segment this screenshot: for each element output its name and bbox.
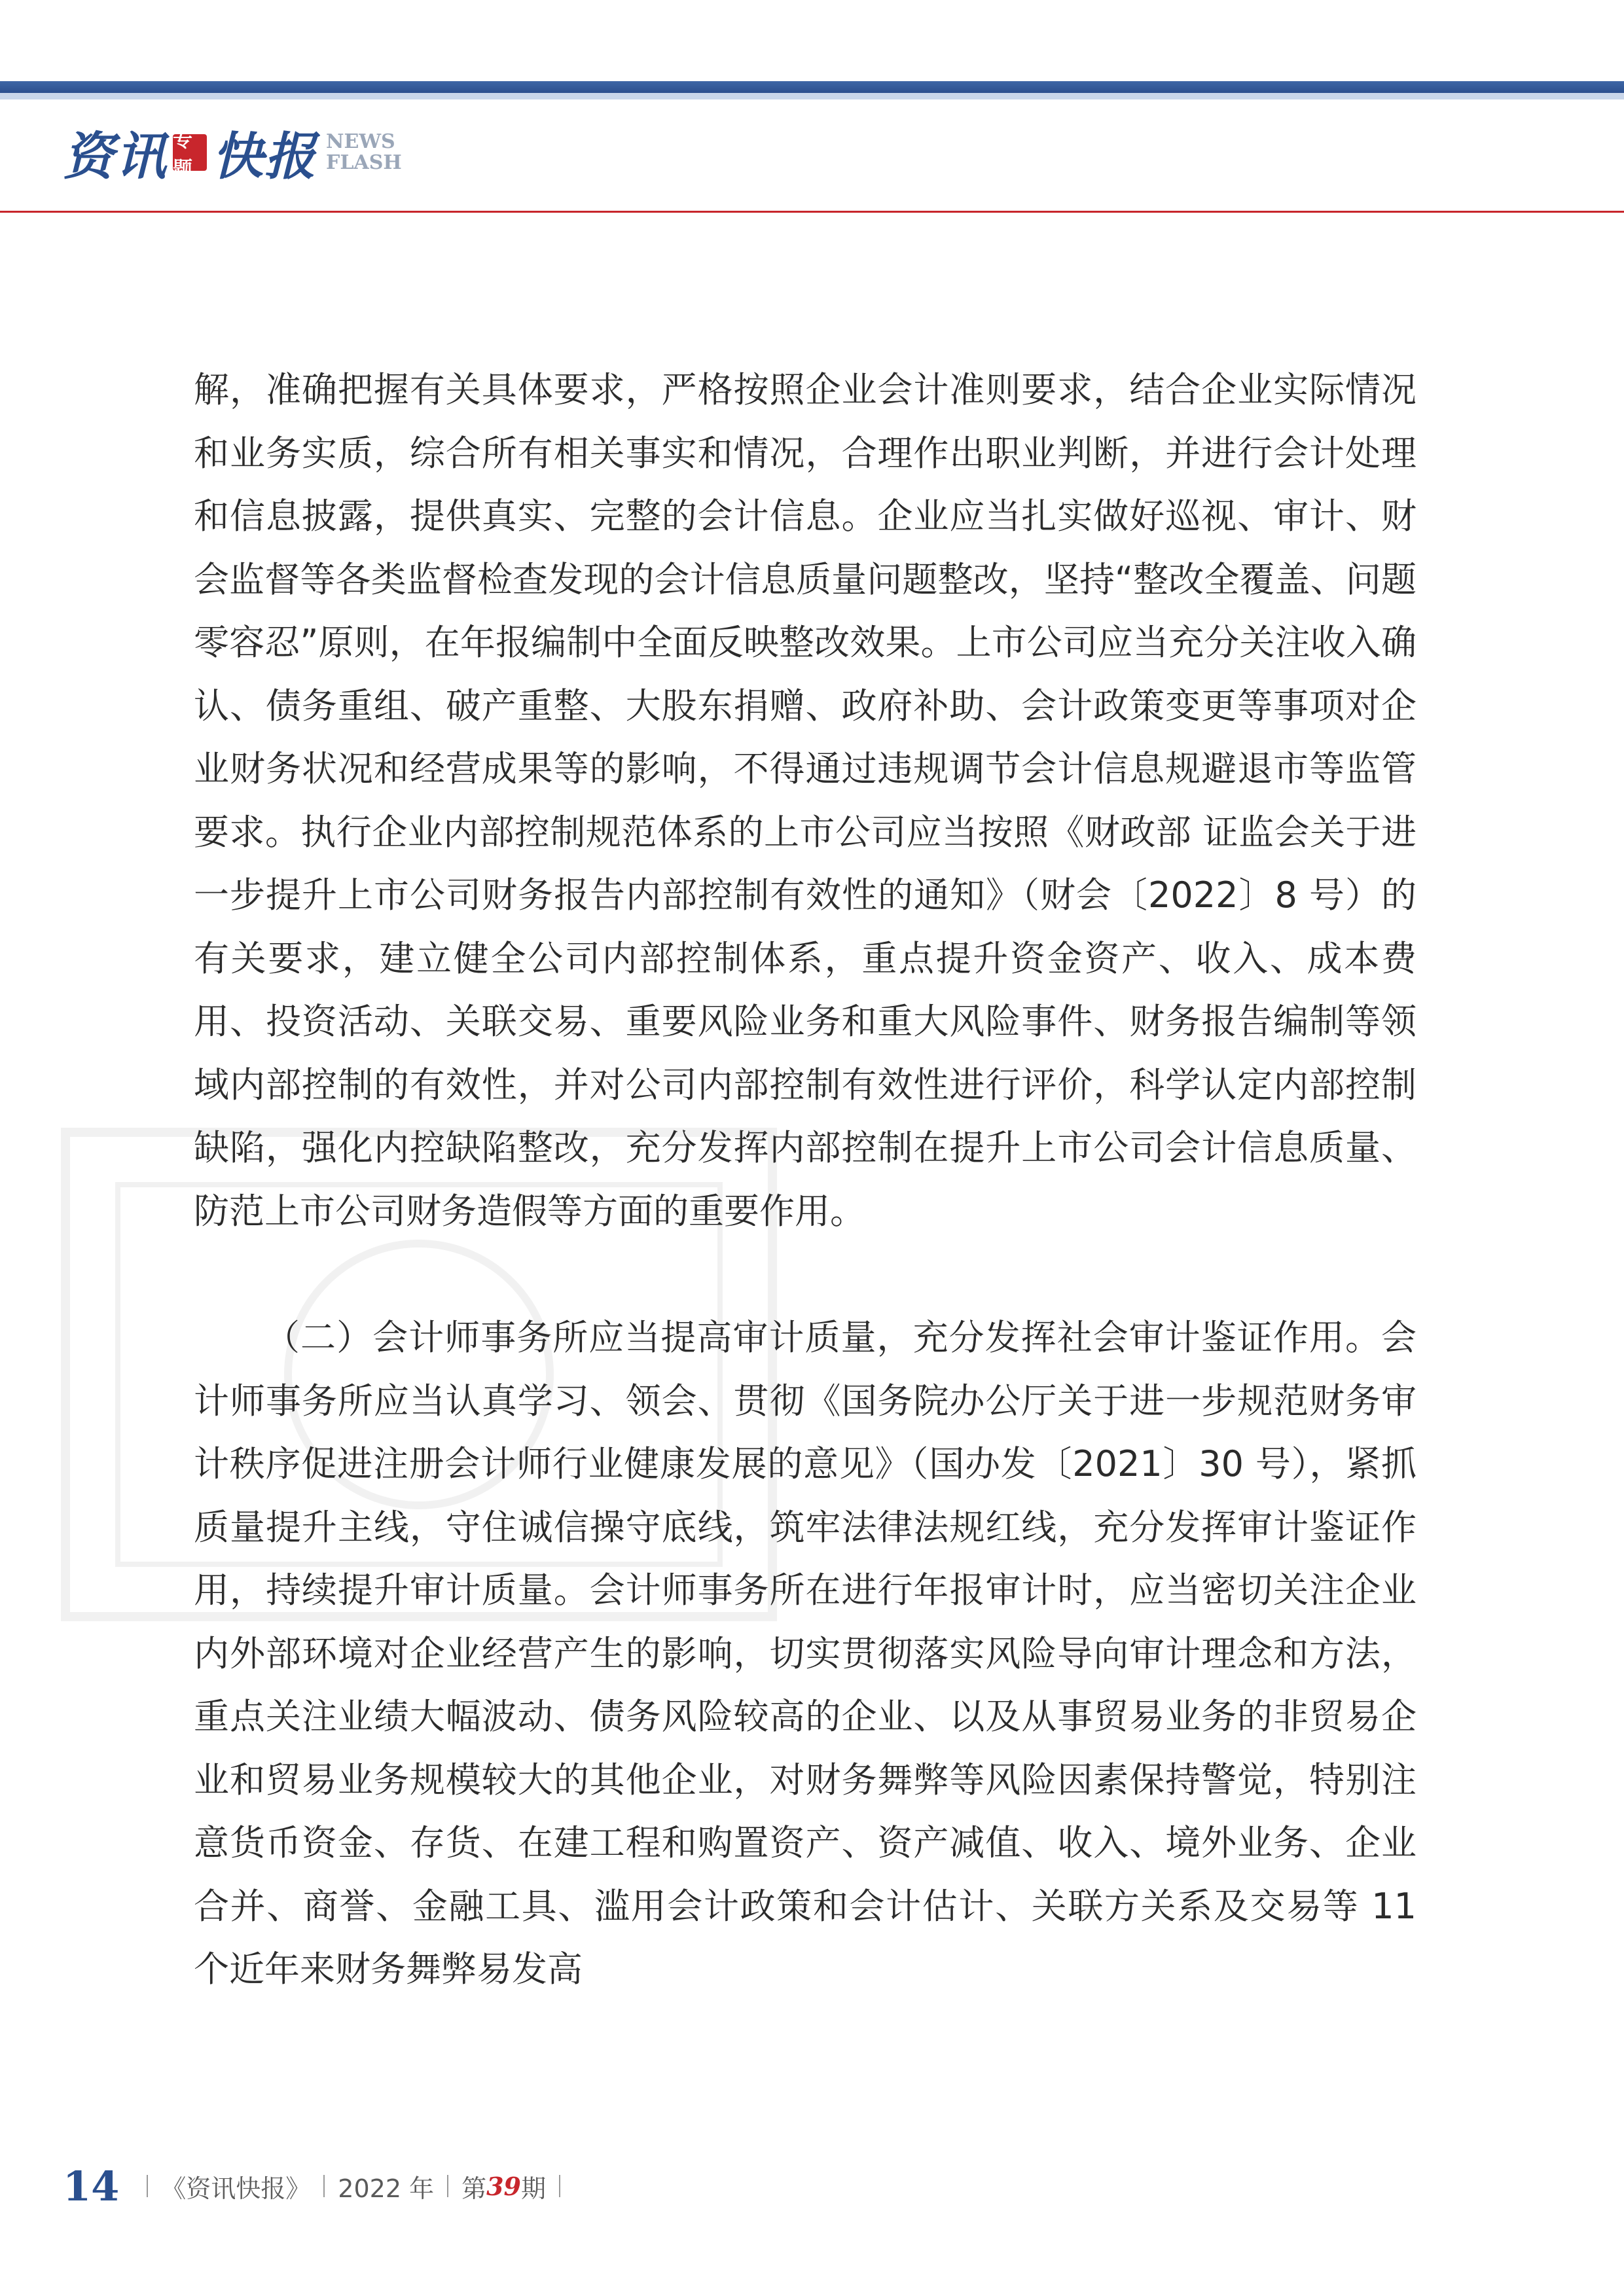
masthead-title-part1: 资讯 xyxy=(63,127,168,187)
page-number: 14 xyxy=(63,2162,120,2210)
article-body xyxy=(194,359,1416,2001)
masthead-english-line1: NEWS xyxy=(326,130,395,153)
paragraph-gap xyxy=(194,1243,1416,1306)
masthead-logo xyxy=(63,117,402,188)
footer-divider xyxy=(447,2175,448,2197)
header-rule xyxy=(0,211,1624,213)
footer-divider xyxy=(147,2175,148,2197)
footer-issue-number: 39 xyxy=(486,2171,521,2201)
masthead-title-part2: 快报 xyxy=(212,127,317,187)
footer-divider xyxy=(323,2175,325,2197)
header-top-band xyxy=(0,81,1624,93)
footer-publication: 《资讯快报》 xyxy=(161,2174,311,2203)
body-paragraph-1: 解，准确把握有关具体要求，严格按照企业会计准则要求，结合企业实际情况和业务实质，综合所有相关事实和情况，合理作出职业判断，并进行会计处理和信息披露，提供真实、完整的会计信息。企业应当扎实做好巡视、审计、财会监督等各类监督检查发现的会计信息质量问题整改，坚持“整改全覆盖、问题零容忍”原则，在年报编制中全面反映整改效果。上市公司应当充分关注收入确认、债务重组、破产重整、大股东捐赠、政府补助、会计政策变更等事项对企业财务状况和经营成果等的影响，不得通过违规调节会计信息规避退市等监管要求。执行企业内部控制规范体系的上市公司应当按照《财政部 证监会关于进一步提升上市公司财务报告内部控制有效性的通知》（财会〔2022〕8 号）的有关要求，建立健全公司内部控制体系，重点提升资金资产、收入、成本费用、投资活动、关联交易、重要风险业务和重大风险事件、财务报告编制等领域内部控制的有效性，并对公司内部控制有效性进行评价，科学认定内部控制缺陷，强化内控缺陷整改，充分发挥内部控制在提升上市公司会计信息质量、防范上市公司财务造假等方面的重要作用。 xyxy=(194,369,1416,1232)
footer-issue-prefix: 第 xyxy=(461,2174,487,2203)
body-paragraph-2: （二）会计师事务所应当提高审计质量，充分发挥社会审计鉴证作用。会计师事务所应当认真学习、领会、贯彻《国务院办公厅关于进一步规范财务审计秩序促进注册会计师行业健康发展的意见》（国办发〔2021〕30 号），紧抓质量提升主线，守住诚信操守底线，筑牢法律法规红线，充分发挥审计鉴证作用，持续提升审计质量。会计师事务所在进行年报审计时，应当密切关注企业内外部环境对企业经营产生的影响，切实贯彻落实风险导向审计理念和方法，重点关注业绩大幅波动、债务风险较高的企业、以及从事贸易业务的非贸易企业和贸易业务规模较大的其他企业，对财务舞弊等风险因素保持警觉，特别注意货币资金、存货、在建工程和购置资产、资产减值、收入、境外业务、企业合并、商誉、金融工具、滥用会计政策和会计估计、关联方关系及交易等 11 个近年来财务舞弊易发高 xyxy=(194,1317,1416,1990)
page-footer xyxy=(63,2160,573,2212)
masthead-seal-icon: 专题 xyxy=(173,134,207,171)
masthead-english xyxy=(326,132,402,173)
footer-issue-suffix: 期 xyxy=(521,2174,547,2203)
footer-divider xyxy=(559,2175,560,2197)
footer-year: 2022 年 xyxy=(338,2174,435,2203)
header-top-band-light xyxy=(0,93,1624,99)
masthead-english-line2: FLASH xyxy=(326,151,402,174)
